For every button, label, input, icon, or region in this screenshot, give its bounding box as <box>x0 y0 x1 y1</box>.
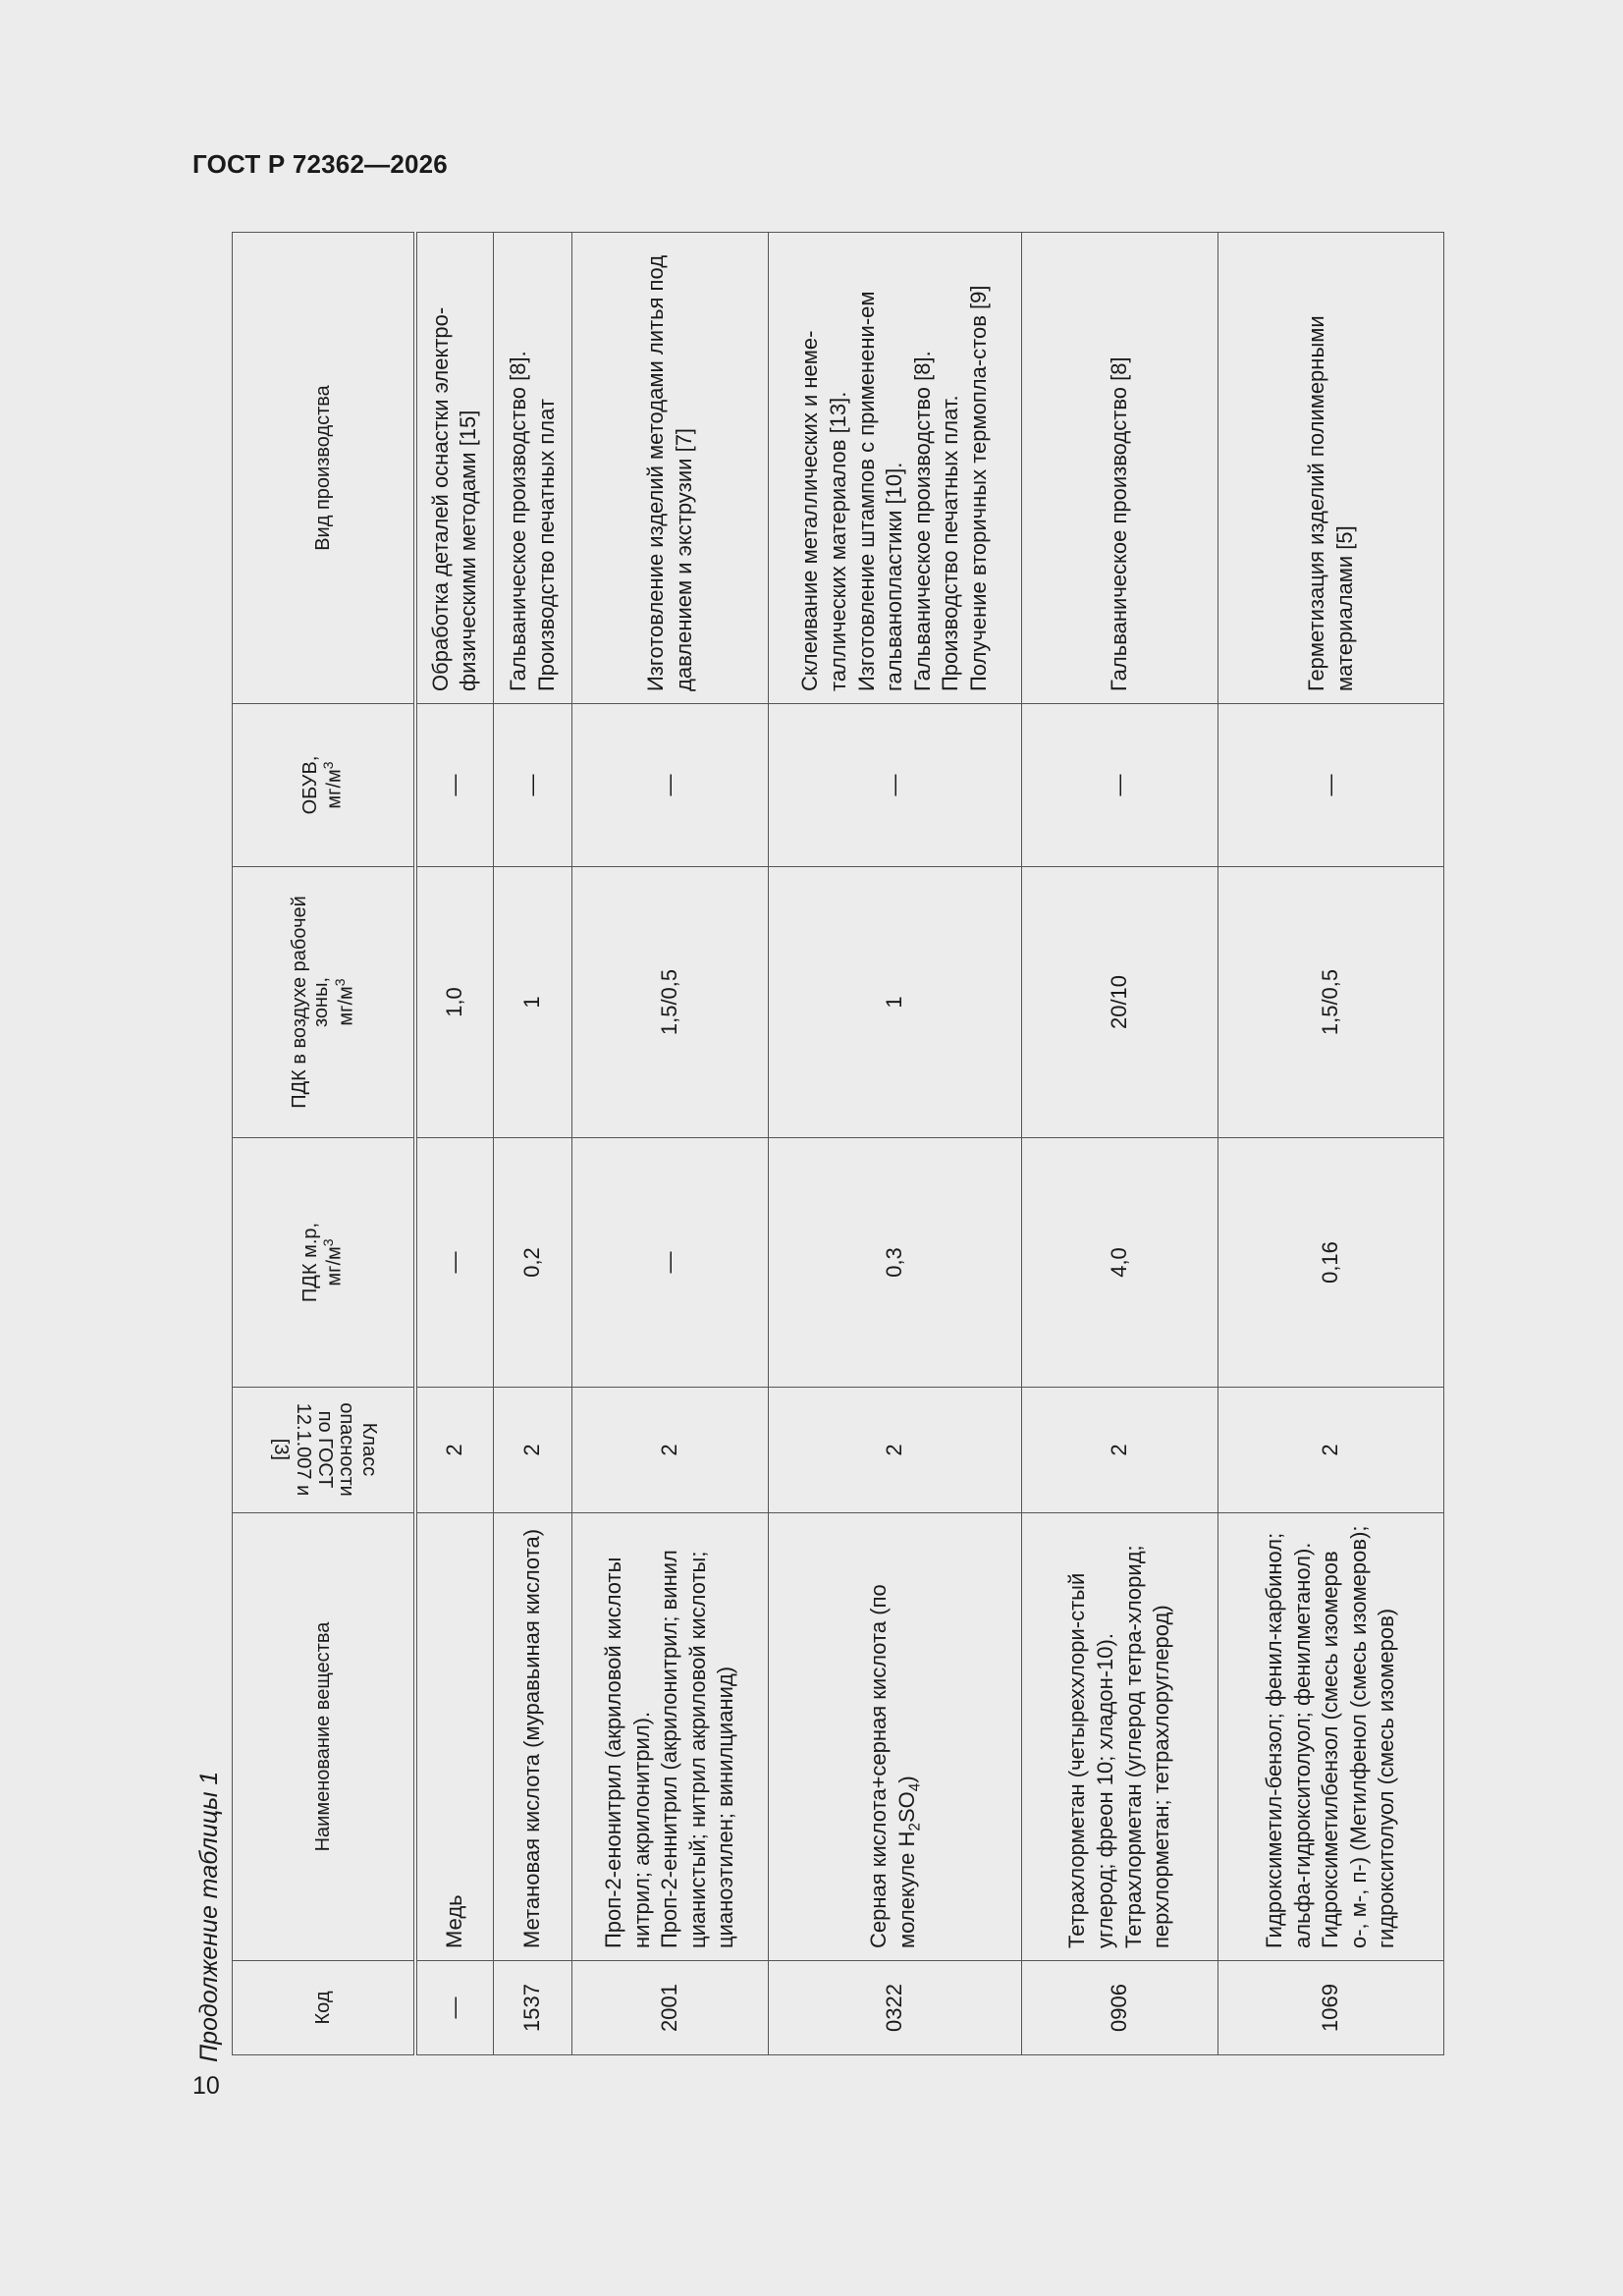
cell-code: 0906 <box>1022 1961 1218 2055</box>
header-production: Вид производства <box>233 233 415 704</box>
cell-production: Гальваническое производство [8] <box>1022 233 1218 704</box>
production-line: Гальваническое производство [8]. <box>505 351 530 691</box>
cell-production: Обработка деталей оснастки электро-физическими методами [15] <box>415 233 494 704</box>
cell-pdk-mr: 0,2 <box>494 1138 572 1388</box>
unit-exponent: 3 <box>331 978 348 987</box>
cell-code: 1537 <box>494 1961 572 2055</box>
name-line: Тетрахлорметан (углерод тетра-хлорид; перхлорметан; тетрахлоруглерод) <box>1120 1545 1174 1948</box>
unit-exponent: 3 <box>320 1238 337 1247</box>
name-text: Серная кислота+серная кислота (по молекуле H <box>866 1584 919 1948</box>
name-line: Гидроксиметил-бензол; фенил-карбинол; альфа-гидрокситолуол; фенилметанол). <box>1262 1532 1315 1948</box>
name-line: Гидроксиметилбензол (смесь изомеров о-, м-, п-) (Метилфенол (смесь изомеров); гидрокситолуол (смесь изомеров) <box>1318 1525 1399 1948</box>
cell-hazard-class: 2 <box>769 1388 1022 1513</box>
document-header: ГОСТ Р 72362—2026 <box>192 149 448 179</box>
header-pdk-mr <box>233 1138 415 1388</box>
cell-hazard-class: 2 <box>1218 1388 1444 1513</box>
cell-name <box>572 1513 769 1961</box>
cell-obuv: — <box>494 704 572 867</box>
header-obuv-label: ОБУВ, <box>299 755 322 815</box>
production-line: Получение вторичных термопла-стов [9] <box>965 285 991 691</box>
cell-obuv: — <box>572 704 769 867</box>
name-line: Проп-2-енонитрил (акриловой кислоты нитрил; акрилонитрил). <box>601 1557 654 1948</box>
production-line: Производство печатных плат <box>533 399 559 691</box>
rotated-table-section <box>187 226 1463 2062</box>
production-line: Производство печатных плат. <box>938 395 963 691</box>
name-subscript: 2 <box>905 1823 923 1831</box>
header-name: Наименование вещества <box>233 1513 415 1961</box>
name-text: ) <box>893 1776 919 1783</box>
cell-pdk-mr: 4,0 <box>1022 1138 1218 1388</box>
table-row <box>572 233 769 2055</box>
production-line: Гальваническое производство [8]. <box>909 351 935 691</box>
cell-production: Герметизация изделий полимерными материалами [5] <box>1218 233 1444 704</box>
cell-pdk-air: 1,0 <box>415 867 494 1138</box>
cell-pdk-air: 1 <box>494 867 572 1138</box>
cell-pdk-air: 1,5/0,5 <box>1218 867 1444 1138</box>
cell-name <box>1218 1513 1444 1961</box>
cell-name: Медь <box>415 1513 494 1961</box>
table-caption: Продолжение таблицы 1 <box>195 1771 223 2062</box>
cell-production <box>769 233 1022 704</box>
production-line: Изготовление штампов с применени-ем гальванопластики [10]. <box>853 291 907 691</box>
cell-pdk-air: 1 <box>769 867 1022 1138</box>
cell-production: Изготовление изделий методами литья под давлением и экструзии [7] <box>572 233 769 704</box>
cell-code: 2001 <box>572 1961 769 2055</box>
table-row <box>494 233 572 2055</box>
name-line: Проп-2-еннитрил (акрилонитрил; винил цианистый; нитрил акриловой кислоты; цианоэтилен; винилцианид) <box>657 1550 738 1948</box>
page-number: 10 <box>192 2072 220 2100</box>
production-line: Склеивание металлических и неме-таллических материалов [13]. <box>797 330 851 691</box>
header-pdk-mr-label: ПДК м.р, <box>299 1222 322 1303</box>
table-header-row <box>233 233 415 2055</box>
table-row <box>415 233 494 2055</box>
cell-hazard-class: 2 <box>494 1388 572 1513</box>
name-text: SO <box>893 1791 919 1824</box>
header-obuv-unit: мг/м <box>324 769 347 809</box>
cell-obuv: — <box>1218 704 1444 867</box>
cell-hazard-class: 2 <box>572 1388 769 1513</box>
cell-hazard-class: 2 <box>1022 1388 1218 1513</box>
cell-pdk-air: 20/10 <box>1022 867 1218 1138</box>
cell-code: — <box>415 1961 494 2055</box>
cell-obuv: — <box>1022 704 1218 867</box>
cell-code: 0322 <box>769 1961 1022 2055</box>
unit-exponent: 3 <box>320 761 337 770</box>
table-row <box>1218 233 1444 2055</box>
cell-name <box>769 1513 1022 1961</box>
cell-obuv: — <box>769 704 1022 867</box>
table-row <box>769 233 1022 2055</box>
header-pdk-air-unit: мг/м <box>335 986 357 1026</box>
substances-table <box>232 232 1444 2055</box>
cell-hazard-class: 2 <box>415 1388 494 1513</box>
table-row <box>1022 233 1218 2055</box>
cell-pdk-mr: 0,3 <box>769 1138 1022 1388</box>
name-line: Тетрахлорметан (четыреххлори-стый углерод; фреон 10; хладон-10). <box>1064 1572 1117 1948</box>
header-hazard-class: Класс опасности по ГОСТ 12.1.007 и [3] <box>233 1388 415 1513</box>
cell-name <box>1022 1513 1218 1961</box>
header-code: Код <box>233 1961 415 2055</box>
header-obuv <box>233 704 415 867</box>
cell-obuv: — <box>415 704 494 867</box>
cell-name: Метановая кислота (муравьиная кислота) <box>494 1513 572 1961</box>
header-pdk-mr-unit: мг/м <box>324 1246 347 1286</box>
cell-code: 1069 <box>1218 1961 1444 2055</box>
name-subscript: 4 <box>905 1782 923 1792</box>
cell-pdk-mr: — <box>572 1138 769 1388</box>
cell-pdk-mr: 0,16 <box>1218 1138 1444 1388</box>
header-pdk-air-label: ПДК в воздухе рабочей зоны, <box>288 896 333 1109</box>
cell-pdk-mr: — <box>415 1138 494 1388</box>
header-pdk-air <box>233 867 415 1138</box>
cell-pdk-air: 1,5/0,5 <box>572 867 769 1138</box>
cell-production <box>494 233 572 704</box>
